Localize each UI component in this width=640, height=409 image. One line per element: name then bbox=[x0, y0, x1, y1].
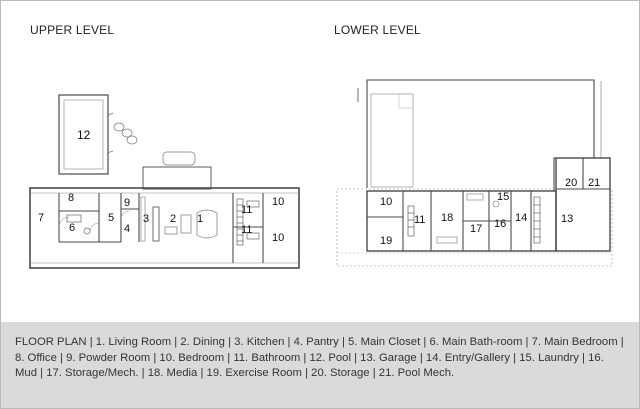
room-label-7: 7 bbox=[38, 212, 45, 224]
room-label-21: 21 bbox=[588, 177, 601, 189]
upper-level-plan bbox=[30, 95, 299, 268]
room-label-10a: 10 bbox=[272, 196, 285, 208]
room-label-10b: 10 bbox=[272, 232, 285, 244]
legend-heading: FLOOR PLAN bbox=[15, 336, 87, 348]
lower-level-plan bbox=[337, 80, 612, 266]
floor-plan-drawing bbox=[1, 1, 639, 322]
kitchen-island bbox=[153, 207, 159, 241]
upper-level-title: UPPER LEVEL bbox=[30, 23, 115, 37]
terrace-canopy bbox=[143, 167, 211, 189]
room-label-2: 2 bbox=[170, 213, 177, 225]
room-label-3: 3 bbox=[143, 213, 150, 225]
room-label-19: 19 bbox=[380, 235, 393, 247]
room-label-11a: 11 bbox=[241, 204, 253, 216]
upper-bath-fixtures bbox=[67, 201, 259, 239]
room-label-11b: 11 bbox=[241, 224, 253, 236]
room-label-16: 16 bbox=[494, 218, 507, 230]
site-wall bbox=[367, 80, 594, 191]
room-label-14: 14 bbox=[515, 212, 528, 224]
legend-text bbox=[15, 335, 627, 382]
lower-envelope bbox=[367, 191, 556, 251]
room-label-18: 18 bbox=[441, 212, 454, 224]
lower-room-labels bbox=[380, 177, 600, 247]
room-label-12: 12 bbox=[77, 128, 91, 142]
room-label-20: 20 bbox=[565, 177, 578, 189]
room-label-8: 8 bbox=[68, 192, 75, 204]
room-label-6: 6 bbox=[69, 222, 76, 234]
legend-entries: | 1. Living Room | 2. Dining | 3. Kitchen | 4. Pantry | 5. Main Closet | 6. Main Bath-room | 7. Main Bedroom | 8. Office | 9. Powder Room | 10. Bedroom | 11. Bathroom | 12. Pool | 13. Garage | 14. Entry/Gallery | 15. Laundry | 16. Mud | 17. Storage/Mech. | 18. Media | 19. Exercise Room | 20. Storage | 21. Pool Mech. bbox=[15, 336, 624, 380]
room-label-17: 17 bbox=[470, 223, 483, 235]
floor-plan-legend bbox=[1, 322, 639, 408]
room-label-9: 9 bbox=[124, 197, 131, 209]
pool-chairs bbox=[107, 113, 137, 153]
room-label-10c: 10 bbox=[380, 196, 393, 208]
room-label-1: 1 bbox=[197, 213, 204, 225]
room-label-4: 4 bbox=[124, 223, 131, 235]
upper-room-labels bbox=[38, 128, 284, 244]
lower-level-title: LOWER LEVEL bbox=[334, 23, 421, 37]
room-label-15: 15 bbox=[497, 191, 510, 203]
outdoor-dining-table bbox=[163, 152, 195, 165]
room-label-13: 13 bbox=[561, 213, 574, 225]
upper-interior-walls bbox=[59, 193, 263, 263]
room-label-5: 5 bbox=[108, 212, 115, 224]
room-label-11c: 11 bbox=[414, 214, 426, 226]
